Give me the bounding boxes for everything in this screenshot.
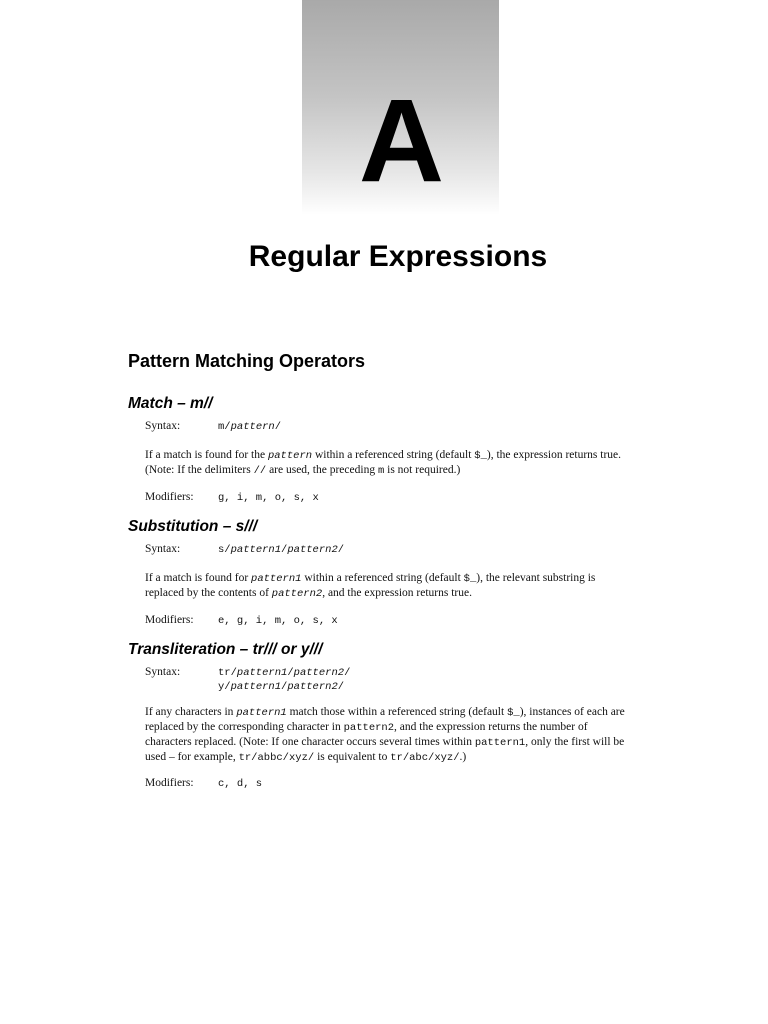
substitution-heading: Substitution – s///: [128, 518, 258, 535]
code-default-var: $_: [507, 707, 520, 719]
text: characters replaced. (Note: If one character occurs several times within: [145, 736, 475, 748]
text: is not required.): [384, 464, 461, 476]
code-pattern1: pattern1: [236, 707, 287, 719]
text: If a match is found for: [145, 572, 252, 584]
text: replaced by the contents of: [145, 587, 272, 599]
substitution-description: [145, 571, 677, 601]
text: , and the expression returns true.: [322, 587, 472, 599]
match-modifiers-label: Modifiers:: [145, 491, 194, 503]
text: ), the expression returns true.: [486, 449, 622, 461]
code: y/: [218, 681, 231, 693]
code-pattern1: pattern1: [474, 737, 526, 749]
text: , and the expression returns the number of: [394, 721, 588, 733]
code-example: tr/abc/xyz/: [390, 752, 460, 764]
code-m: m: [377, 465, 385, 477]
chapter-letter: A: [358, 75, 443, 207]
match-heading: Match – m//: [128, 395, 213, 412]
section-heading: Pattern Matching Operators: [128, 351, 366, 371]
text: is equivalent to: [314, 751, 391, 763]
code-pattern: pattern: [267, 450, 313, 462]
match-syntax-label: Syntax:: [145, 420, 181, 432]
text: match those within a referenced string (default: [286, 706, 508, 718]
transliteration-modifiers-row: [145, 776, 262, 791]
text: ), the relevant substring is: [476, 572, 596, 584]
code-pattern2: pattern2: [287, 681, 338, 693]
text: used – for example,: [145, 751, 239, 763]
code: /: [287, 667, 294, 679]
match-description: [145, 448, 677, 478]
text: replaced by the corresponding character in: [145, 721, 344, 733]
match-syntax-pattern: pattern: [230, 421, 275, 433]
text: If a match is found for the: [145, 449, 268, 461]
text: If any characters in: [145, 706, 237, 718]
text: are used, the preceding: [266, 464, 378, 476]
code-pattern1: pattern1: [230, 681, 282, 693]
match-modifiers-row: [145, 490, 319, 505]
code: s/: [218, 544, 231, 556]
code-default-var: $_: [474, 450, 487, 462]
code-pattern2: pattern2: [287, 544, 338, 556]
substitution-modifiers-label: Modifiers:: [145, 614, 194, 626]
text: ), instances of each are: [519, 706, 625, 718]
code-example: tr/abbc/xyz/: [238, 752, 315, 764]
code: /: [337, 681, 345, 693]
code: /: [337, 544, 345, 556]
code-pattern1: pattern1: [236, 667, 288, 679]
code: /: [344, 667, 351, 679]
substitution-desc-line-2: [145, 586, 677, 601]
transliteration-syntax-label: Syntax:: [145, 666, 181, 678]
match-desc-line-1: [145, 448, 677, 463]
text: .): [459, 751, 467, 763]
code-pattern1: pattern1: [251, 573, 302, 585]
transliteration-heading: Transliteration – tr/// or y///: [128, 641, 323, 658]
transliteration-desc-line-4: [145, 750, 677, 765]
transliteration-syntax-row-2: [145, 679, 344, 694]
code-default-var: $_: [463, 573, 477, 585]
code-pattern2: pattern2: [293, 667, 345, 679]
match-syntax-row: [145, 419, 281, 434]
substitution-syntax-row: [145, 542, 344, 557]
transliteration-syntax-row-1: [145, 665, 350, 680]
substitution-desc-line-1: [145, 571, 677, 586]
substitution-syntax-label: Syntax:: [145, 543, 181, 555]
code: /: [281, 681, 288, 693]
text: within a referenced string (default: [312, 449, 475, 461]
transliteration-desc-line-3: [145, 735, 677, 750]
code-pattern2: pattern2: [343, 722, 395, 734]
transliteration-modifiers-value: c, d, s: [218, 778, 263, 790]
code-pattern2: pattern2: [271, 588, 323, 600]
code: tr/: [218, 667, 237, 679]
match-syntax-suffix: /: [274, 421, 282, 433]
match-modifiers-value: g, i, m, o, s, x: [218, 492, 319, 504]
transliteration-desc-line-2: [145, 720, 677, 735]
code-delimiters: //: [253, 465, 267, 477]
transliteration-modifiers-label: Modifiers:: [145, 777, 194, 789]
match-syntax-prefix: m/: [218, 421, 231, 433]
match-desc-line-2: [145, 463, 677, 478]
transliteration-desc-line-1: [145, 705, 677, 720]
chapter-title: Regular Expressions: [248, 240, 548, 273]
text: (Note: If the delimiters: [145, 464, 254, 476]
code: /: [281, 544, 288, 556]
text: within a referenced string (default: [301, 572, 464, 584]
text: , only the first will be: [525, 736, 625, 748]
chapter-tab: [302, 0, 499, 215]
substitution-modifiers-row: [145, 613, 338, 628]
code-pattern1: pattern1: [230, 544, 282, 556]
transliteration-description: [145, 705, 677, 765]
substitution-modifiers-value: e, g, i, m, o, s, x: [218, 615, 338, 627]
